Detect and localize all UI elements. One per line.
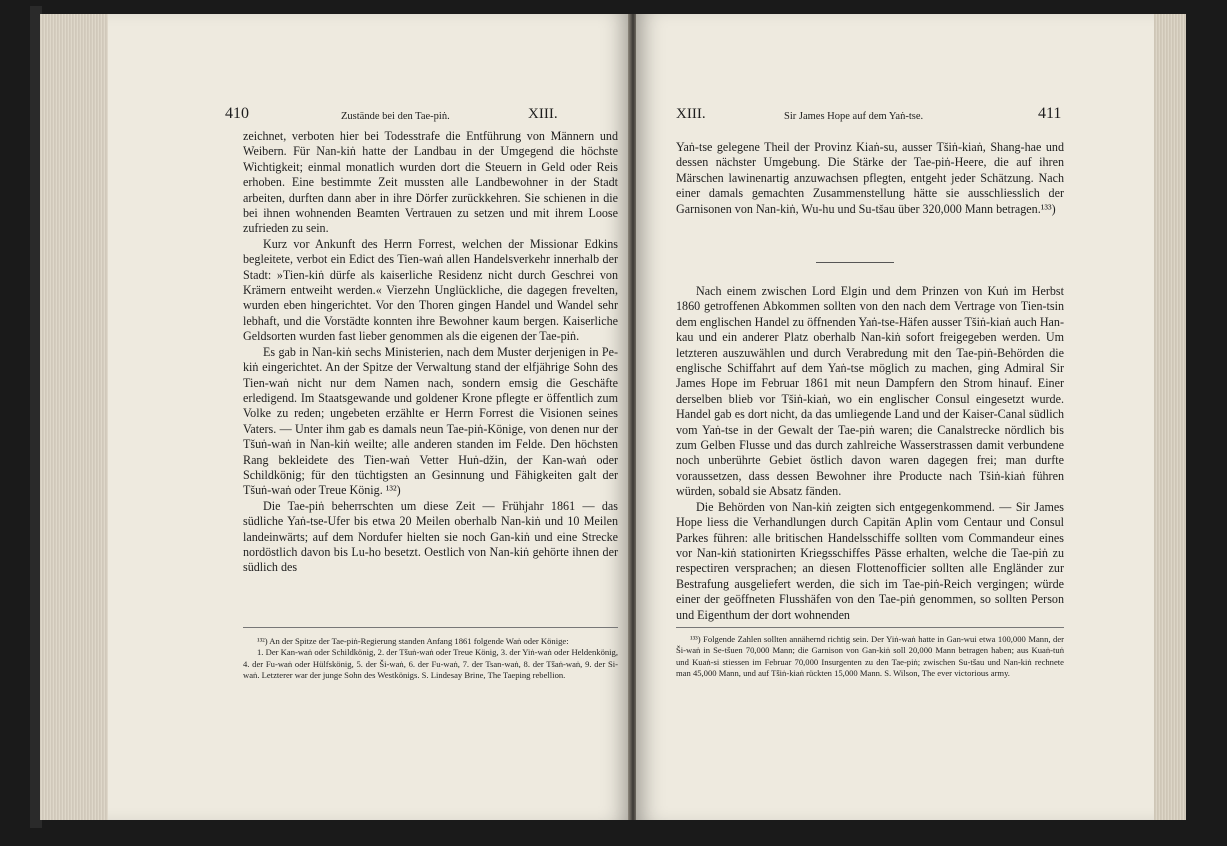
footnote-line: ¹³³) Folgende Zahlen sollten annähernd richtig sein. Der Yiṅ-waṅ hatte in Gan-wui etwa 100,000 Mann, der Ši-waṅ in Se-tšuen 70,000 Mann; die Garnison von Gan-kiṅ soll 20,000 Mann betragen haben; aus Kuaṅ-tuṅ und Kuaṅ-si stiessen im Februar 70,000 Insurgenten zu den Tae-piṅ; zwischen Su-tšau und Nan-kiṅ rechnete man 45,000 Mann, und auf Tšiṅ-kiaṅ rückten 15,000 Mann. S. Wilson, The ever victorious army.	[676, 634, 1064, 679]
right-footnote	[676, 634, 1064, 680]
paragraph: zeichnet, verboten hier bei Todesstrafe die Entführung von Männern und Weibern. Für Nan-kiṅ hatte der Landbau in der Umgegend die höchste Wichtigkeit; einmal monatlich wurden dort die Steuern in Geld oder Reis erhoben. Eine bestimmte Zeit mussten alle Landbewohner in der Stadt arbeiten, durften dann aber in ihre Dörfer zurückkehren. Sie schienen in die bei ihnen wohnenden Beamten Vertrauen zu setzen und mit ihrem Loose zufrieden zu sein.	[243, 129, 618, 236]
right-chapter-number: XIII.	[676, 106, 706, 122]
paragraph: Kurz vor Ankunft des Herrn Forrest, welchen der Missionar Edkins begleitete, verbot ein Edict des Tien-waṅ allen Handelsverkehr innerhalb der Stadt: »Tien-kiṅ dürfe als kaiserliche Residenz nicht durch Geschrei von Krämern entweiht werden.« Vierzehn Unglückliche, die dagegen frevelten, wurden eben hingerichtet. Vor den Thoren gingen Handel und Wandel sehr lebhaft, und die Vorstädte konnten ihre Bewohner kaum bergen. Kaiserliche Geldsorten wurden fast lieber genommen als die eigenen der Tae-piṅ.	[243, 236, 618, 344]
page-edges-left	[40, 14, 114, 820]
paragraph: Yaṅ-tse gelegene Theil der Provinz Kiaṅ-su, ausser Tšiṅ-kiaṅ, Shang-hae und dessen nächster Umgebung. Die Stärke der Tae-piṅ-Heere, die auf ihren Märschen lawinenartig anzuwachsen pflegten, entgeht jeder Schätzung. Nach einer damals gemachten Zusammenstellung hätte sie ausschliesslich der Garnisonen von Nan-kiṅ, Wu-hu und Su-tšau über 320,000 Mann betragen.¹³³)	[676, 140, 1064, 216]
right-running-title: Sir James Hope auf dem Yaṅ-tse.	[784, 111, 924, 122]
left-footnote	[243, 636, 618, 682]
right-page	[636, 14, 1154, 820]
left-chapter-number: XIII.	[528, 106, 558, 122]
section-divider	[816, 262, 894, 263]
right-page-number: 411	[1038, 105, 1062, 122]
right-body-text	[676, 284, 1064, 623]
left-running-title: Zustände bei den Tae-piṅ.	[341, 111, 450, 122]
paragraph: Nach einem zwischen Lord Elgin und dem Prinzen von Kuṅ im Herbst 1860 getroffenen Abkommen sollten von den nach dem Vertrage von Tien-tsin dem englischen Handel zu öffnenden Yaṅ-tse-Häfen ausser Tšiṅ-kiaṅ auch Han-kau und ein anderer Platz oberhalb Nan-kiṅ sofort freigegeben werden. Um letzteren auszuwählen und durch Verabredung mit den Tae-piṅ-Behörden die englische Schiffahrt auf dem Yaṅ-tse möglich zu machen, ging Admiral Sir James Hope im Februar 1861 mit neun Dampfern den Strom hinauf. Einer derselben blieb vor Tšiṅ-kiaṅ, wo ein englischer Consul eingesetzt wurde. Handel gab es dort nicht, da das umliegende Land und der Kaiser-Canal südlich vom Yaṅ-tse in der Gewalt der Tae-piṅ waren; die Canalstrecke nördlich bis zum Gelben Flusse und das durch zahlreiche Wasserstrassen damit verbundene noch unberührte Gebiet östlich davon waren dagegen frei; man durfte voraussetzen, dass dessen Bewohner ihre Producte nach Tšiṅ-kiaṅ führen würden, sobald sie Absatz fänden.	[676, 284, 1064, 499]
left-page-number: 410	[225, 105, 249, 122]
left-page	[108, 14, 630, 820]
right-body-text-top	[676, 140, 1064, 217]
footnote-divider	[243, 627, 618, 628]
page-edges-right	[1152, 14, 1186, 820]
footnote-divider	[676, 627, 1064, 628]
paragraph: Es gab in Nan-kiṅ sechs Ministerien, nach dem Muster derjenigen in Pe-kiṅ eingerichtet. An der Spitze der Verwaltung stand der elfjährige Sohn des Tien-waṅ nicht nur dem Namen nach, sondern emsig die Geschäfte erledigend. Im Staatsgewande und goldener Krone pflegte er öffentlich zum Volke zu reden; ungebeten erzählte er Herrn Forrest die Visionen seines Vaters. — Unter ihm gab es damals neun Tae-piṅ-Könige, von denen nur der Tšuṅ-waṅ in Nan-kiṅ weilte; alle anderen standen im Felde. Den höchsten Rang bekleidete des Tien-waṅ Vetter Huṅ-džin, der Kan-waṅ oder Schildkönig; für den tüchtigsten an Gesinnung und Fähigkeiten galt der Tšuṅ-waṅ oder Treue König. ¹³²)	[243, 344, 618, 498]
paragraph: Die Tae-piṅ beherrschten um diese Zeit — Frühjahr 1861 — das südliche Yaṅ-tse-Ufer bis etwa 20 Meilen oberhalb Nan-kiṅ und 10 Meilen landeinwärts; auf dem Nordufer hielten sie noch Gan-kiṅ und eine Strecke nordöstlich davon bis Lu-ho besetzt. Oestlich von Nan-kiṅ gehörte ihnen der südlich des	[243, 498, 618, 575]
left-body-text	[243, 129, 618, 576]
paragraph: Die Behörden von Nan-kiṅ zeigten sich entgegenkommend. — Sir James Hope liess die Verhandlungen durch Capitän Aplin vom Centaur und Consul Parkes führen: alle britischen Handelsschiffe sollten vom Commandeur eines vor Nan-kiṅ stationirten Kriegsschiffes Pässe erhalten, welche die Tae-piṅ zu respectiren versprachen; an diesen Flottenofficier sollten alle Engländer zur Bestrafung ausgeliefert werden, die sich im Tae-piṅ-Reich vergingen; würde einer der geöffneten Flusshäfen von den Tae-piṅ genommen, so sollten Person und Eigenthum der dort wohnenden	[676, 499, 1064, 622]
footnote-line: 1. Der Kan-waṅ oder Schildkönig, 2. der Tšuṅ-waṅ oder Treue König, 3. der Yiṅ-waṅ oder Heldenkönig, 4. der Fu-waṅ oder Hülfskönig, 5. der Ši-waṅ, 6. der Fu-waṅ, 7. der Tsan-waṅ, 8. der Tšaṅ-waṅ, 9. der Si-waṅ. Letzterer war der junge Sohn des Westkönigs. S. Lindesay Brine, The Taeping rebellion.	[243, 647, 618, 681]
footnote-line: ¹³²) An der Spitze der Tae-piṅ-Regierung standen Anfang 1861 folgende Waṅ oder Könige:	[257, 636, 569, 646]
